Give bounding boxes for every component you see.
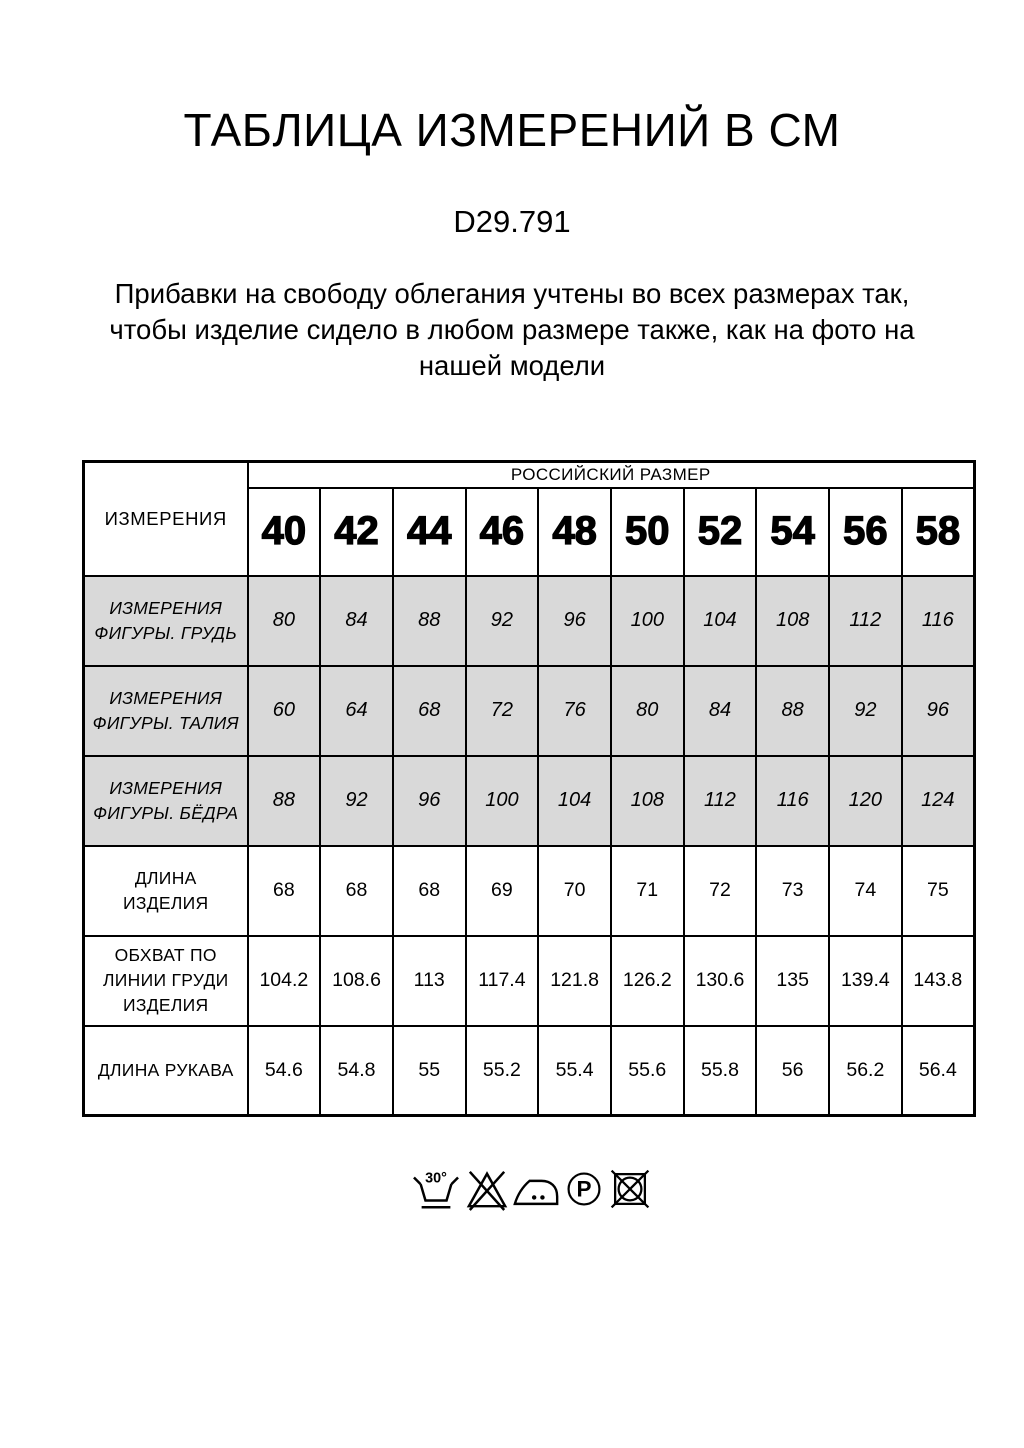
value-cell: 139.4 bbox=[829, 936, 902, 1026]
value-cell: 76 bbox=[538, 666, 611, 756]
fit-note: Прибавки на свободу облегания учтены во всех размерах так, чтобы изделие сидело в любом размере также, как на фото на нашей модели bbox=[109, 278, 915, 381]
value-cell: 68 bbox=[248, 846, 321, 936]
value-cell: 120 bbox=[829, 756, 902, 846]
table-row bbox=[84, 666, 975, 756]
value-cell: 71 bbox=[611, 846, 684, 936]
size-header-cell: 52 bbox=[684, 488, 757, 576]
table-row bbox=[84, 936, 975, 1026]
size-header-cell: 46 bbox=[466, 488, 539, 576]
value-cell: 92 bbox=[466, 576, 539, 666]
value-cell: 92 bbox=[829, 666, 902, 756]
row-label-cell: ИЗМЕРЕНИЯ ФИГУРЫ. ТАЛИЯ bbox=[84, 666, 248, 756]
value-cell: 55.8 bbox=[684, 1026, 757, 1116]
model-number: D29.791 bbox=[453, 204, 571, 239]
value-cell: 143.8 bbox=[902, 936, 975, 1026]
size-header-cell: 50 bbox=[611, 488, 684, 576]
row-label-cell: ОБХВАТ ПО ЛИНИИ ГРУДИ ИЗДЕЛИЯ bbox=[84, 936, 248, 1026]
do-not-bleach-icon bbox=[466, 1166, 508, 1212]
value-cell: 113 bbox=[393, 936, 466, 1026]
measurements-header: ИЗМЕРЕНИЯ bbox=[84, 462, 248, 576]
value-cell: 55.4 bbox=[538, 1026, 611, 1116]
size-header-cell: 44 bbox=[393, 488, 466, 576]
value-cell: 55 bbox=[393, 1026, 466, 1116]
value-cell: 126.2 bbox=[611, 936, 684, 1026]
value-cell: 124 bbox=[902, 756, 975, 846]
wash-temp-label: 30° bbox=[425, 1170, 447, 1187]
size-header-cell: 56 bbox=[829, 488, 902, 576]
value-cell: 96 bbox=[538, 576, 611, 666]
value-cell: 112 bbox=[684, 756, 757, 846]
value-cell: 64 bbox=[320, 666, 393, 756]
value-cell: 68 bbox=[320, 846, 393, 936]
value-cell: 56.4 bbox=[902, 1026, 975, 1116]
size-header-cell: 40 bbox=[248, 488, 321, 576]
value-cell: 112 bbox=[829, 576, 902, 666]
value-cell: 88 bbox=[248, 756, 321, 846]
size-header-cell: 54 bbox=[756, 488, 829, 576]
value-cell: 55.2 bbox=[466, 1026, 539, 1116]
value-cell: 80 bbox=[248, 576, 321, 666]
value-cell: 96 bbox=[393, 756, 466, 846]
russian-size-header: РОССИЙСКИЙ РАЗМЕР bbox=[248, 462, 975, 488]
dry-clean-p-icon bbox=[564, 1166, 604, 1212]
value-cell: 100 bbox=[466, 756, 539, 846]
value-cell: 108.6 bbox=[320, 936, 393, 1026]
value-cell: 70 bbox=[538, 846, 611, 936]
value-cell: 74 bbox=[829, 846, 902, 936]
row-label-cell: ДЛИНА ИЗДЕЛИЯ bbox=[84, 846, 248, 936]
care-symbols-row bbox=[0, 1164, 1024, 1212]
size-header-cell: 42 bbox=[320, 488, 393, 576]
value-cell: 96 bbox=[902, 666, 975, 756]
value-cell: 68 bbox=[393, 846, 466, 936]
value-cell: 88 bbox=[756, 666, 829, 756]
value-cell: 69 bbox=[466, 846, 539, 936]
wash-30-icon bbox=[411, 1166, 461, 1212]
value-cell: 117.4 bbox=[466, 936, 539, 1026]
value-cell: 54.6 bbox=[248, 1026, 321, 1116]
value-cell: 54.8 bbox=[320, 1026, 393, 1116]
table-row bbox=[84, 1026, 975, 1116]
table-row bbox=[84, 576, 975, 666]
value-cell: 55.6 bbox=[611, 1026, 684, 1116]
value-cell: 100 bbox=[611, 576, 684, 666]
value-cell: 56 bbox=[756, 1026, 829, 1116]
value-cell: 135 bbox=[756, 936, 829, 1026]
value-cell: 68 bbox=[393, 666, 466, 756]
value-cell: 104.2 bbox=[248, 936, 321, 1026]
size-table bbox=[82, 460, 976, 1117]
value-cell: 56.2 bbox=[829, 1026, 902, 1116]
value-cell: 75 bbox=[902, 846, 975, 936]
value-cell: 73 bbox=[756, 846, 829, 936]
value-cell: 116 bbox=[902, 576, 975, 666]
value-cell: 60 bbox=[248, 666, 321, 756]
value-cell: 121.8 bbox=[538, 936, 611, 1026]
table-row bbox=[84, 756, 975, 846]
dry-clean-letter: P bbox=[576, 1176, 592, 1202]
value-cell: 72 bbox=[684, 846, 757, 936]
row-label-cell: ДЛИНА РУКАВА bbox=[84, 1026, 248, 1116]
row-label-cell: ИЗМЕРЕНИЯ ФИГУРЫ. ГРУДЬ bbox=[84, 576, 248, 666]
page-title: ТАБЛИЦА ИЗМЕРЕНИЙ В СМ bbox=[183, 104, 841, 156]
value-cell: 72 bbox=[466, 666, 539, 756]
value-cell: 84 bbox=[320, 576, 393, 666]
row-label-cell: ИЗМЕРЕНИЯ ФИГУРЫ. БЁДРА bbox=[84, 756, 248, 846]
iron-medium-icon bbox=[513, 1170, 559, 1212]
size-header-cell: 58 bbox=[902, 488, 975, 576]
size-header-cell: 48 bbox=[538, 488, 611, 576]
table-row bbox=[84, 846, 975, 936]
value-cell: 104 bbox=[684, 576, 757, 666]
value-cell: 104 bbox=[538, 756, 611, 846]
value-cell: 80 bbox=[611, 666, 684, 756]
value-cell: 108 bbox=[756, 576, 829, 666]
value-cell: 88 bbox=[393, 576, 466, 666]
value-cell: 108 bbox=[611, 756, 684, 846]
value-cell: 116 bbox=[756, 756, 829, 846]
value-cell: 84 bbox=[684, 666, 757, 756]
do-not-tumble-dry-icon bbox=[609, 1166, 651, 1212]
size-table-wrap bbox=[82, 460, 976, 1117]
value-cell: 130.6 bbox=[684, 936, 757, 1026]
value-cell: 92 bbox=[320, 756, 393, 846]
